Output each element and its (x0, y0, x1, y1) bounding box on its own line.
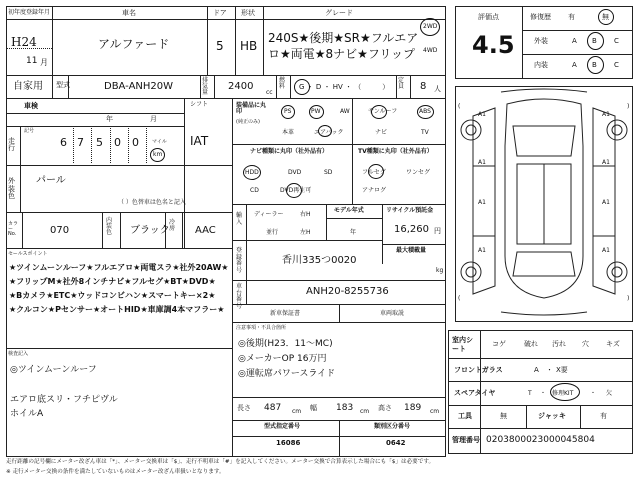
equipment-subtitle: (純正のみ) (236, 119, 260, 125)
handle-right: 右H (300, 211, 311, 218)
damage-mark: A1 (478, 111, 486, 118)
svg-text:): ) (627, 295, 630, 302)
tv-fullseg: フルセグ (362, 169, 386, 176)
color-no-label: カラーNo. (8, 221, 19, 237)
interior-sheet-label: 室内シート (452, 336, 473, 354)
displacement-label: 排気量 (202, 77, 209, 96)
height-value: 189 (404, 403, 422, 413)
model: DBA-ANH20W (104, 81, 174, 92)
grade-line2: ロ★両電★8ナビ★フリップ (268, 47, 415, 61)
drive-2wd: 2WD (423, 23, 438, 30)
equipment-title: 装備品に丸印 (236, 102, 267, 115)
sheet-item: 破れ (524, 340, 538, 348)
tools-value: 無 (500, 412, 507, 420)
equip-ps: PS (284, 108, 292, 115)
windshield-dot: ・ (546, 366, 553, 374)
width-value: 183 (336, 403, 354, 413)
sales-line: ★Bカメラ★ETC★ウッドコンビハン★スマートキー×2★ (9, 291, 216, 300)
mileage-sub-label: 記号 (24, 128, 35, 134)
spare-dot2: ・ (590, 390, 597, 397)
first-reg-month: 11 (26, 56, 38, 66)
grade-line1: 240S★後期★SR★フルエア (268, 31, 419, 45)
first-reg-year: H24 (11, 35, 37, 49)
max-load-unit: kg (436, 267, 444, 274)
drive-4wd: 4WD (423, 47, 438, 54)
svg-text:): ) (627, 103, 630, 110)
damage-mark: A1 (478, 159, 486, 166)
equip-navi: ナビ (375, 129, 388, 136)
sales-line: ★クルコン★Pセンサー★オートHID★車庫調4本マフラー★ (9, 305, 225, 314)
repair-no: 無 (602, 13, 609, 21)
recycle-value: 16,260 (394, 224, 429, 235)
navi-hdd: HDD (245, 169, 259, 176)
exterior-note: （ ）色替車は色名と記入 (118, 199, 186, 206)
length-label: 長さ (237, 404, 251, 412)
inspection-year: 年 (106, 115, 113, 123)
car-name-label: 車名 (122, 9, 136, 17)
notes-line: ◎後期(H23．11〜MC) (238, 339, 333, 349)
km-unit: km (153, 151, 163, 158)
capacity: 8 (420, 81, 427, 92)
repair-label: 修復歴 (530, 13, 551, 21)
model-label: 型式 (56, 81, 70, 89)
fuel-options: G ・ D ・ HV ・ （ ） (299, 83, 390, 91)
interior-grade-label: 内装 (534, 61, 548, 69)
chassis-number: ANH20-8255736 (306, 286, 389, 297)
navi-title: ナビ種類に丸印（社外品有） (250, 148, 329, 155)
spare-tire-label: スペアタイヤ (454, 389, 496, 397)
first-reg-label: 初年度登録年月 (8, 9, 51, 16)
shape-label: 形状 (241, 9, 255, 17)
ac-label: 冷房 (169, 219, 176, 232)
tv-title: TV種類に丸印（社外品有） (358, 148, 433, 155)
height-label: 高さ (378, 404, 392, 412)
handle-left: 左H (300, 229, 311, 236)
model-year-label: モデル年式 (334, 207, 364, 214)
exterior-grade-c: C (614, 37, 619, 45)
windshield-a: A (534, 366, 539, 374)
reg-label: 登録番号 (236, 247, 243, 274)
damage-mark: A1 (602, 247, 610, 254)
mgmt-label: 管理番号 (452, 436, 480, 444)
sheet-item: キズ (606, 340, 620, 348)
body-shape: HB (240, 39, 258, 53)
grade-label: グレード (325, 9, 353, 17)
interior-grade-c: C (614, 61, 619, 69)
import-parallel: 並行 (266, 229, 279, 236)
inspector-line: エアロ底スリ・フチピヴル (10, 395, 118, 405)
type-code-label: 型式指定番号 (264, 423, 301, 430)
spare-dot: ・ (540, 390, 547, 397)
max-load-label: 最大積載量 (396, 247, 427, 254)
shift-label: シフト (190, 101, 209, 108)
score-value: 4.5 (472, 31, 515, 59)
equip-tv: TV (421, 129, 429, 136)
interior-color-label: 内装色 (106, 217, 113, 236)
exterior-label: 外装色 (8, 177, 15, 201)
mileage-digit: 0 (132, 136, 139, 149)
jack-label: ジャッキ (538, 412, 566, 420)
length-unit: cm (292, 408, 302, 415)
windshield-need: X要 (556, 366, 568, 374)
class-code-label: 類別区分番号 (374, 423, 411, 430)
exterior-grade-a: A (572, 37, 577, 45)
notes-title: 注意事項・不具合箇所 (236, 325, 287, 331)
mileage-label: 走行 (8, 137, 15, 152)
capacity-label: 定員 (398, 77, 405, 90)
manual-label: 車両取説 (380, 310, 405, 317)
month-unit: 月 (40, 58, 48, 67)
jack-value: 有 (600, 412, 607, 420)
ac-type: AAC (195, 225, 216, 236)
mileage-digit: 6 (60, 136, 67, 149)
exterior-color: パール (36, 175, 66, 186)
displacement: 2400 (228, 81, 254, 92)
sales-line: ★ツインムーンルーフ★フルエアロ★両電スラ★社外20AW★ (9, 263, 229, 272)
car-name: アルファード (98, 37, 170, 51)
svg-text:(: ( (458, 295, 461, 302)
footer-line1: 走行距離の記号欄にメーター改ざん車は「*」、メーター交換車は「$」、走行不明車は「#」を記入してください。メーター交換で合算表示した場合にも「$」は必要です。 (6, 459, 435, 465)
repair-yes: 有 (568, 13, 575, 21)
height-unit: cm (430, 408, 440, 415)
spare-t: T (528, 390, 532, 397)
recycle-unit: 円 (434, 227, 441, 235)
doors-label: ドア (213, 9, 227, 17)
spare-missing: 欠 (606, 390, 613, 397)
damage-mark: A1 (478, 247, 486, 254)
damage-mark: A1 (602, 199, 610, 206)
doors: 5 (216, 39, 224, 53)
inspection-label: 車検 (24, 102, 38, 110)
recycle-label: リサイクル預託金 (386, 207, 434, 214)
shift-value: IAT (190, 134, 209, 148)
type-code: 16086 (276, 439, 301, 447)
notes-line: ◎メーカーOP 16万円 (238, 354, 327, 364)
footer-line2: ※ 走行メーター交換の条件を満たしていないものはメーター改ざん車扱いとなります。 (6, 469, 225, 475)
reg-number: 香川335つ0020 (282, 255, 357, 266)
sales-label: セールスポイント (8, 251, 48, 257)
svg-text:(: ( (458, 103, 461, 110)
spare-kit: 修理KIT (552, 390, 574, 397)
mgmt-number: 0203800023000045804 (486, 435, 595, 445)
equip-pw: PW (311, 108, 321, 115)
equip-sunroof: サンルーフ (368, 108, 398, 115)
usage: 自家用 (13, 81, 43, 92)
navi-sd: SD (324, 169, 333, 176)
navi-dvd-play: DVD再生可 (280, 187, 312, 194)
interior-color: ブラック (130, 225, 170, 236)
damage-mark: A1 (602, 111, 610, 118)
tv-oneseg: ワンセグ (406, 169, 431, 176)
score-label: 評価点 (478, 13, 499, 21)
equip-abs: ABS (419, 108, 431, 115)
inspector-label: 検査記入 (8, 351, 29, 357)
tools-label: 工具 (458, 412, 472, 420)
fuel-label: 燃料 (279, 77, 286, 90)
main-form (6, 6, 446, 457)
damage-mark: A1 (602, 159, 610, 166)
navi-cd: CD (250, 187, 259, 194)
import-dealer: ディーラー (254, 211, 284, 218)
width-label: 幅 (310, 404, 317, 412)
damage-mark: A1 (478, 199, 486, 206)
interior-grade-a: A (572, 61, 577, 69)
chassis-label: 車台番号 (236, 283, 243, 310)
exterior-grade-b: B (592, 37, 597, 45)
mile-unit: マイル (152, 139, 167, 145)
sales-line: ★フリップM★社外8インチナビ★フルセグ★BT★DVD★ (9, 277, 216, 286)
length-value: 487 (264, 403, 282, 413)
inspector-line: ◎ツインムーンルーフ (10, 365, 97, 375)
sheet-item: 穴 (582, 340, 589, 348)
mileage-digit: 5 (96, 136, 103, 149)
equip-leather: 本革 (282, 129, 295, 136)
mileage-digit: 7 (77, 136, 84, 149)
sheet-item: 汚れ (552, 340, 566, 348)
width-unit: cm (360, 408, 370, 415)
mileage-digit: 0 (114, 136, 121, 149)
inspector-line: ホイルA (10, 409, 44, 419)
capacity-unit: 人 (434, 85, 441, 93)
inspection-month: 月 (150, 115, 157, 123)
tv-analog: アナログ (362, 187, 387, 194)
windshield-label: フロントガラス (454, 366, 503, 374)
model-year-unit: 年 (350, 229, 357, 236)
class-code: 0642 (386, 439, 406, 447)
interior-grade-b: B (592, 61, 597, 69)
import-label: 輸入 (236, 212, 243, 227)
sheet-item: コゲ (492, 340, 506, 348)
exterior-grade-label: 外装 (534, 37, 548, 45)
equip-aw: AW (340, 108, 350, 115)
equip-airbag: エアバック (314, 129, 344, 136)
warranty-label: 新車保証書 (270, 310, 301, 317)
navi-dvd: DVD (288, 169, 302, 176)
color-no: 070 (50, 225, 70, 236)
cc-unit: cc (266, 89, 273, 96)
notes-line: ◎運転席パワースライド (238, 369, 336, 379)
